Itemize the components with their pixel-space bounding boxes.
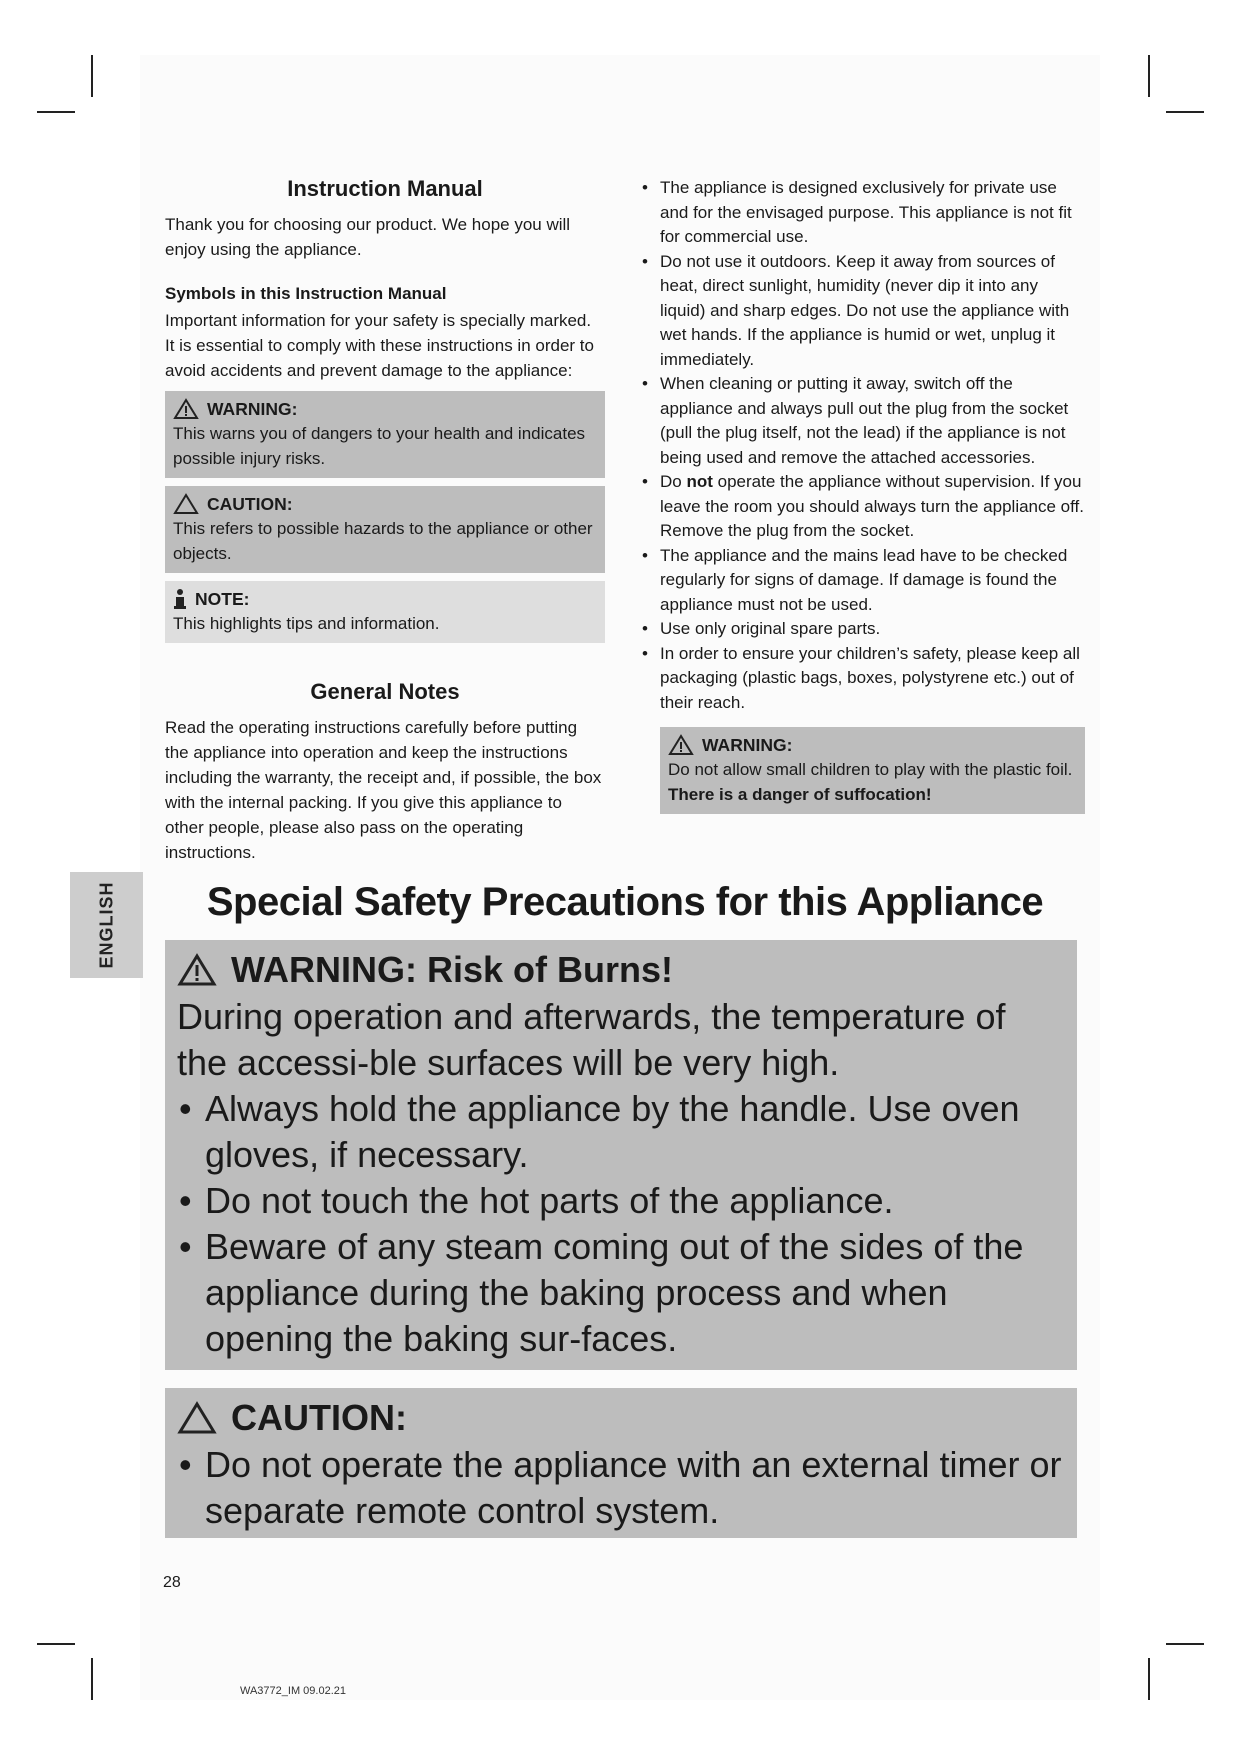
general-notes-text: Read the operating instructions carefully before putting the appliance into operation and keep the instructions including the warranty, the receipt and, if possible, the box with the internal packing. If you give this appliance to other people, please also pass on the operating instructions. xyxy=(165,718,602,862)
burns-warning-box xyxy=(165,940,1077,1370)
note-box xyxy=(165,581,605,643)
suffocation-warning-bold: There is a danger of suffocation! xyxy=(668,785,932,804)
list-item: • Do not operate the appliance with an external timer or separate remote control system. xyxy=(177,1442,1065,1534)
caution-triangle-icon xyxy=(177,1401,217,1435)
safety-list xyxy=(640,176,1085,715)
general-notes-title: General Notes xyxy=(310,679,460,704)
special-safety-title: Special Safety Precautions for this Appliance xyxy=(206,880,1044,924)
suffocation-warning-text: Do not allow small children to play with the plastic foil. xyxy=(668,760,1073,779)
list-item: • Do not touch the hot parts of the appliance. xyxy=(177,1178,1065,1224)
burns-warning-head: WARNING: Risk of Burns! xyxy=(231,949,674,990)
crop-mark xyxy=(1166,1643,1204,1645)
right-column xyxy=(640,176,1085,814)
list-item: • Use only original spare parts. xyxy=(640,617,1085,642)
footer-code: WA3772_IM 09.02.21 xyxy=(240,1685,346,1697)
list-item: • The appliance and the mains lead have to be checked regularly for signs of damage. If damage is found the appliance must not be used. xyxy=(640,544,1085,618)
burns-warning-list xyxy=(177,1086,1065,1362)
symbols-heading: Symbols in this Instruction Manual xyxy=(165,284,447,303)
caution-box-head: CAUTION: xyxy=(207,494,293,514)
left-column xyxy=(165,176,605,865)
list-item-emphasis: not xyxy=(686,472,713,491)
instruction-manual-title: Instruction Manual xyxy=(287,176,483,201)
warning-triangle-icon xyxy=(668,734,694,756)
list-item: • Beware of any steam coming out of the sides of the appliance during the baking process and when opening the baking sur-faces. xyxy=(177,1224,1065,1362)
crop-mark xyxy=(1166,111,1204,113)
list-item: • Always hold the appliance by the handle. Use oven gloves, if necessary. xyxy=(177,1086,1065,1178)
crop-mark xyxy=(91,1658,93,1700)
intro-text: Thank you for choosing our product. We hope you will enjoy using the appliance. xyxy=(165,215,571,259)
symbols-text: Important information for your safety is specially marked. It is essential to comply with these instructions in order to avoid accidents and prevent damage to the appliance: xyxy=(165,311,594,380)
list-item: • In order to ensure your children’s safety, please keep all packaging (plastic bags, boxes, polystyrene etc.) out of their reach. xyxy=(640,642,1085,716)
list-item-text: operate the appliance without supervision. If you leave the room you should always turn the appliance off. Remove the plug from the socket. xyxy=(660,472,1085,540)
list-item: • When cleaning or putting it away, switch off the appliance and always pull out the plug from the socket (pull the plug itself, not the lead) if the appliance is not being used and remove the attached accessories. xyxy=(640,372,1085,470)
suffocation-warning-box xyxy=(660,727,1085,814)
warning-triangle-icon xyxy=(173,398,199,420)
note-box-head: NOTE: xyxy=(195,589,250,609)
warning-box-head: WARNING: xyxy=(207,399,298,419)
list-item: • The appliance is designed exclusively for private use and for the envisaged purpose. This appliance is not fit for commercial use. xyxy=(640,176,1085,250)
crop-mark xyxy=(91,55,93,97)
suffocation-warning-head: WARNING: xyxy=(702,735,793,755)
timer-caution-box xyxy=(165,1388,1077,1538)
burns-warning-text: During operation and afterwards, the temperature of the accessi-ble surfaces will be very high. xyxy=(177,996,1006,1083)
crop-mark xyxy=(37,1643,75,1645)
language-tab-label: ENGLISH xyxy=(96,881,116,969)
crop-mark xyxy=(1148,1658,1150,1700)
warning-box xyxy=(165,391,605,478)
info-icon xyxy=(173,588,187,610)
language-tab xyxy=(70,872,143,978)
caution-box-text: This refers to possible hazards to the appliance or other objects. xyxy=(173,519,593,563)
list-item xyxy=(640,470,1085,544)
list-item: • Do not use it outdoors. Keep it away from sources of heat, direct sunlight, humidity (never dip it into any liquid) and sharp edges. Do not use the appliance with wet hands. If the appliance is humid or wet, unplug it immediately. xyxy=(640,250,1085,373)
page-number: 28 xyxy=(163,1574,181,1591)
caution-triangle-icon xyxy=(173,493,199,515)
caution-box xyxy=(165,486,605,573)
timer-caution-head: CAUTION: xyxy=(231,1397,407,1438)
crop-mark xyxy=(37,111,75,113)
warning-box-text: This warns you of dangers to your health and indicates possible injury risks. xyxy=(173,424,586,468)
note-box-text: This highlights tips and information. xyxy=(173,614,440,633)
crop-mark xyxy=(1148,55,1150,97)
list-item-text: Do xyxy=(660,472,687,491)
warning-triangle-icon xyxy=(177,953,217,987)
timer-caution-list xyxy=(177,1442,1065,1534)
